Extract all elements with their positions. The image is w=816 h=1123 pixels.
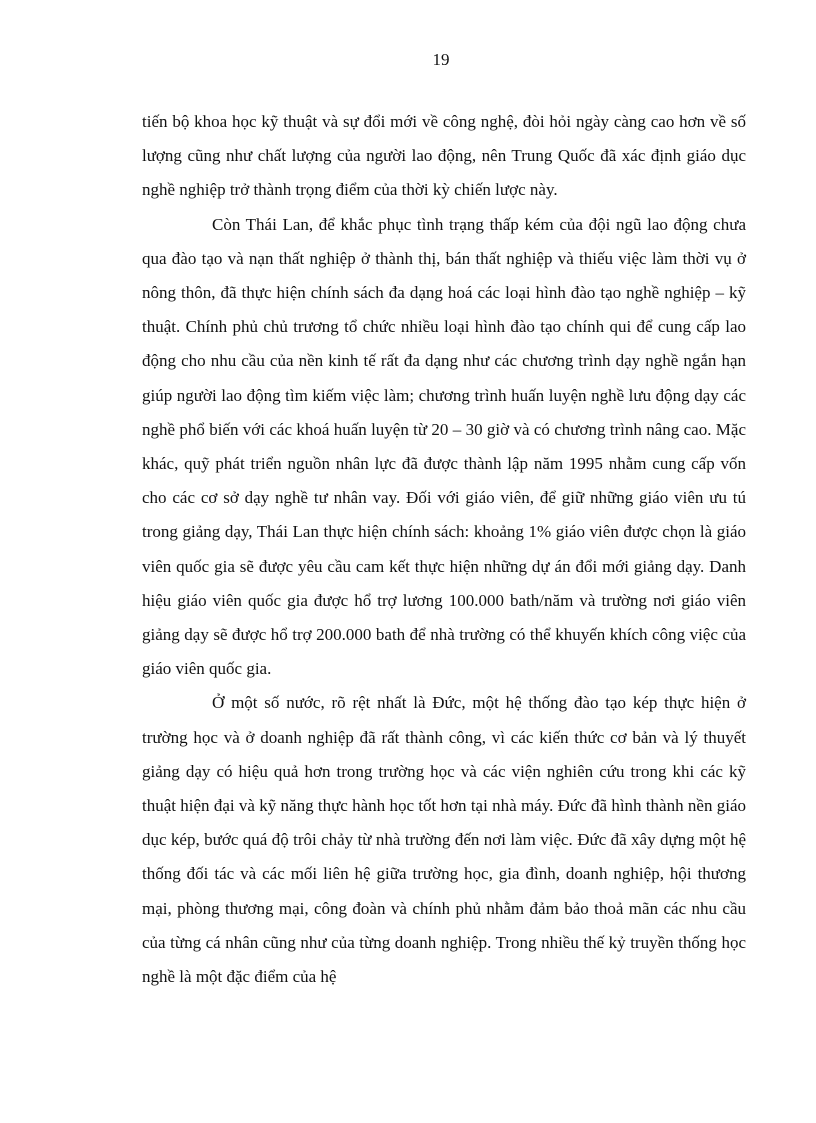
paragraph-thailand: Còn Thái Lan, để khắc phục tình trạng thấp kém của đội ngũ lao động chưa qua đào tạo và nạn thất nghiệp ở thành thị, bán thất nghiệp và thiếu việc làm thời vụ ở nông thôn, đã thực hiện chính sách đa dạng hoá các loại hình đào tạo nghề nghiệp – kỹ thuật. Chính phủ chủ trương tổ chức nhiều loại hình đào tạo chính qui để cung cấp lao động cho nhu cầu của nền kinh tế rất đa dạng như các chương trình dạy nghề ngắn hạn giúp người lao động tìm kiếm việc làm; chương trình huấn luyện nghề lưu động dạy các nghề phổ biến với các khoá huấn luyện từ 20 – 30 giờ và có chương trình nâng cao. Mặc khác, quỹ phát triển nguồn nhân lực đã được thành lập năm 1995 nhằm cung cấp vốn cho các cơ sở dạy nghề tư nhân vay. Đối với giáo viên, để giữ những giáo viên ưu tú trong giảng dạy, Thái Lan thực hiện chính sách: khoảng 1% giáo viên được chọn là giáo viên quốc gia sẽ được yêu cầu cam kết thực hiện những dự án đổi mới giảng dạy. Danh hiệu giáo viên quốc gia được hổ trợ lương 100.000 bath/năm và trường nơi giáo viên giảng dạy sẽ được hổ trợ 200.000 bath để nhà trường có thể khuyến khích công việc của giáo viên quốc gia. — [142, 214, 746, 679]
paragraph-germany: Ở một số nước, rõ rệt nhất là Đức, một hệ thống đào tạo kép thực hiện ở trường học và ở doanh nghiệp đã rất thành công, vì các kiến thức cơ bản và lý thuyết giảng dạy có hiệu quả hơn trong trường học và các viện nghiên cứu trong khi các kỹ thuật hiện đại và kỹ năng thực hành học tốt hơn tại nhà máy. Đức đã hình thành nền giáo dục kép, bước quá độ trôi chảy từ nhà trường đến nơi làm việc. Đức đã xây dựng một hệ thống đối tác và các mối liên hệ giữa trường học, gia đình, doanh nghiệp, hội thương mại, phòng thương mại, công đoàn và chính phủ nhằm đảm bảo thoả mãn các nhu cầu của từng cá nhân cũng như của từng doanh nghiệp. Trong nhiều thế kỷ truyền thống học nghề là một đặc điểm của hệ — [142, 693, 746, 987]
paragraph-china-continuation: tiến bộ khoa học kỹ thuật và sự đổi mới về công nghệ, đòi hỏi ngày càng cao hơn về số lượng cũng như chất lượng của người lao động, nên Trung Quốc đã xác định giáo dục nghề nghiệp trở thành trọng điểm của thời kỳ chiến lược này. — [142, 112, 746, 200]
page-number: 19 — [432, 50, 450, 69]
document-body — [142, 105, 746, 994]
